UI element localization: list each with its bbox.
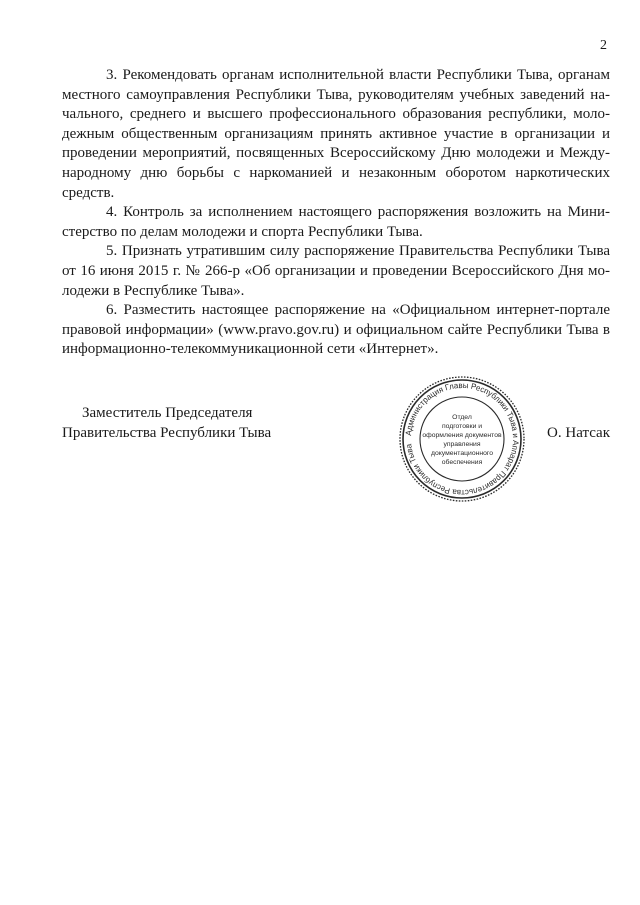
official-seal — [397, 374, 527, 504]
seal-center-line-2: подготовки и — [441, 423, 483, 430]
signer-title-line1: Заместитель Председателя — [82, 405, 253, 421]
seal-graphic — [397, 374, 527, 504]
signature-block — [62, 380, 610, 514]
document-body — [62, 66, 610, 360]
signer-name: О. Натсак — [547, 424, 610, 441]
paragraph-3: 3. Рекомендовать органам исполнительной власти Республики Тыва, органам местного самоуправления Республики Тыва, руководителям учебных заведений начального, среднего и высшего профессионального образования республики, молодежным общественным организациям принять активное участие в организации и проведении мероприятий, посвященных Всероссийскому Дню молодежи и Международному дню борьбы с наркоманией и незаконным оборотом наркотических средств. — [62, 67, 610, 201]
seal-center-line-1: Отдел — [452, 414, 472, 421]
seal-center-line-6: обеспечения — [441, 459, 483, 466]
signer-title-line2: Правительства Республики Тыва — [62, 424, 272, 441]
paragraph-6: 6. Разместить настоящее распоряжение на «Официальном интернет-портале правовой информации» (www.pravo.gov.ru) и официальном сайте Республики Тыва в информационно-телекоммуникационной сети «Интернет». — [62, 302, 610, 358]
seal-center-line-3: оформления документов — [422, 432, 502, 439]
paragraph-5: 5. Признать утратившим силу распоряжение Правительства Республики Тыва от 16 июня 2015 г. № 266-р «Об организации и проведении Всероссийского Дня молодежи в Республике Тыва». — [62, 243, 610, 299]
seal-center-line-5: документационного — [430, 450, 494, 457]
page-number: 2 — [600, 38, 607, 53]
signer-title — [62, 404, 271, 443]
paragraph-4: 4. Контроль за исполнением настоящего распоряжения возложить на Министерство по делам молодежи и спорта Республики Тыва. — [62, 204, 610, 240]
seal-center-line-4: управления — [443, 441, 481, 448]
seal-ring-text: Администрация Главы Республики Тыва и Аппарат Правительства Республики Тыва — [404, 380, 521, 498]
